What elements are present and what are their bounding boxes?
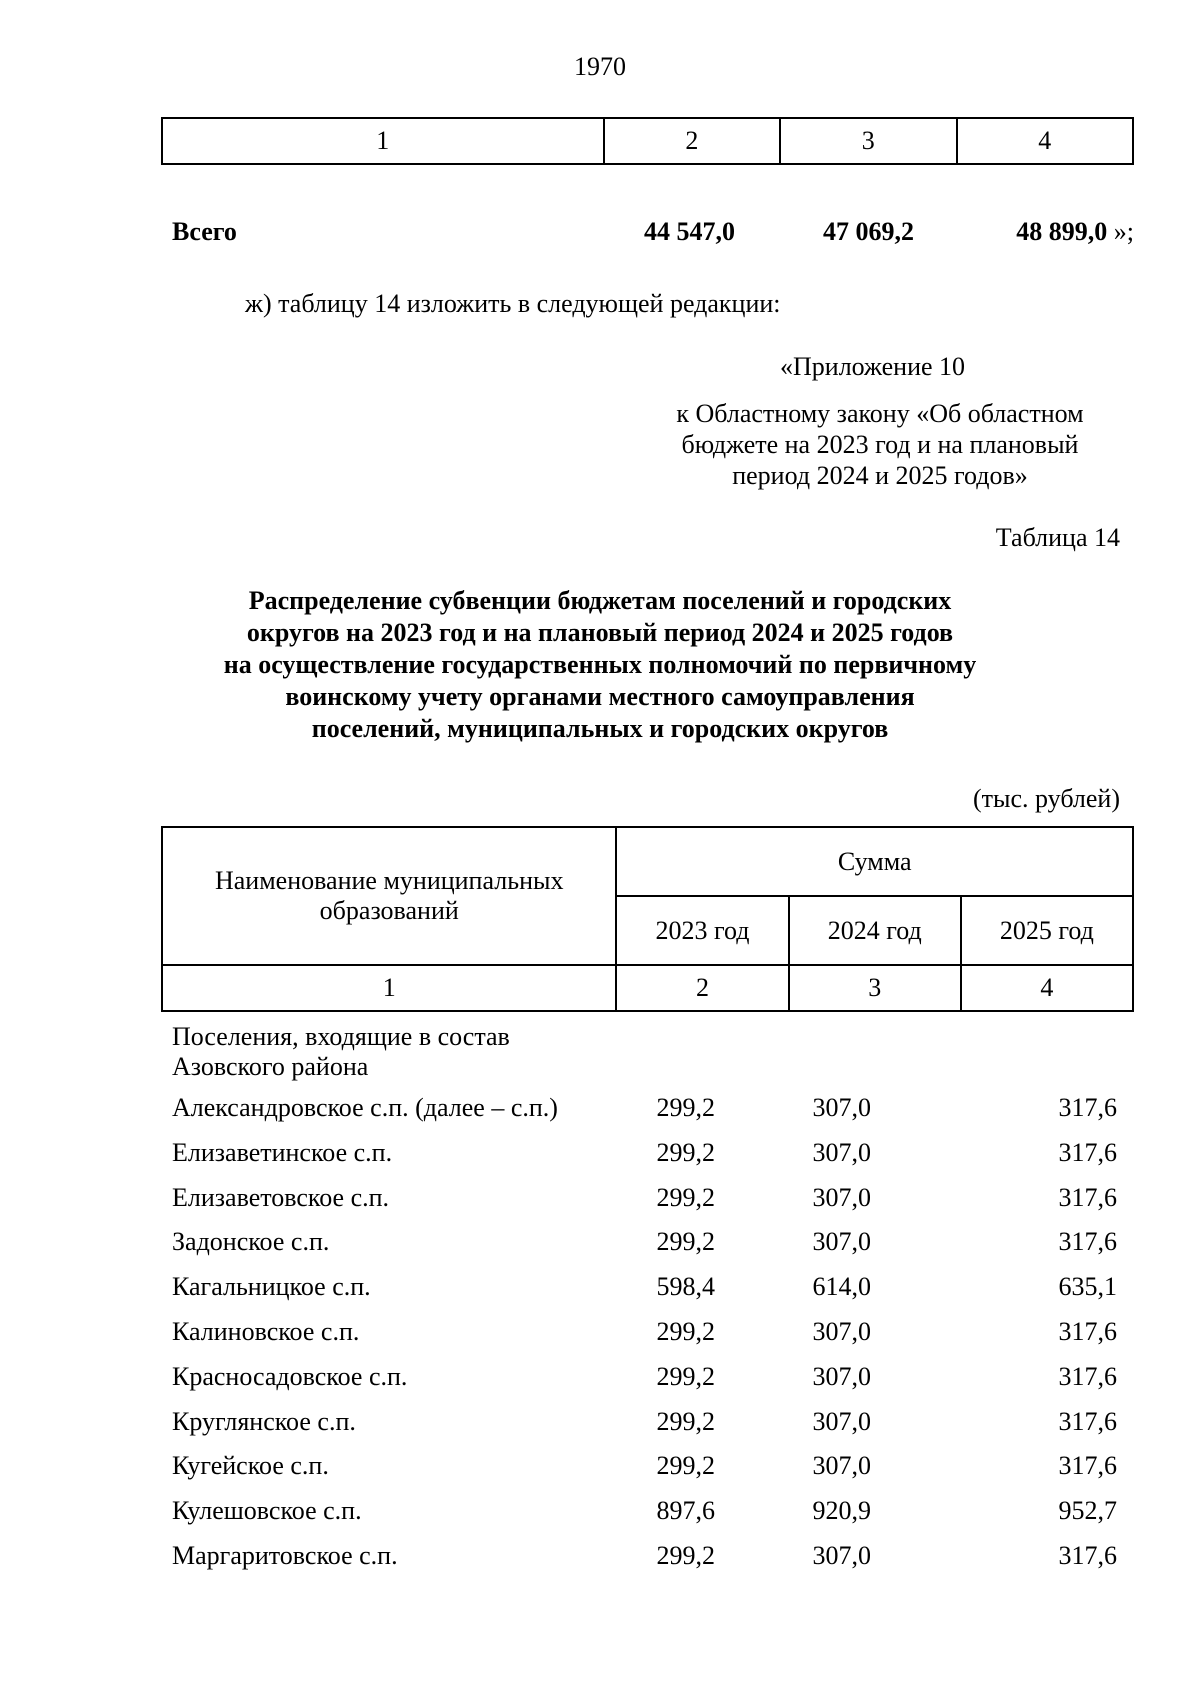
table-row [172,1183,1117,1228]
row-name: Кагальницкое с.п. [172,1272,371,1302]
row-value-2023: 299,2 [656,1406,715,1436]
column-number-1: 1 [162,118,604,164]
row-value-2023: 299,2 [656,1361,715,1391]
row-name: Круглянское с.п. [172,1406,356,1436]
appendix-reference-line: период 2024 и 2025 годов» [732,461,1028,490]
row-value-2024: 307,0 [812,1540,871,1570]
row-value-2024: 307,0 [812,1137,871,1167]
table-row [172,1138,1117,1183]
row-value-2023: 299,2 [656,1227,715,1257]
continued-table-column-numbers [161,117,1134,165]
table-title-line: Распределение субвенции бюджетам поселений и городских [248,586,952,615]
units-label: (тыс. рублей) [972,784,1120,813]
appendix-reference-line: к Областному закону «Об областном [676,399,1084,428]
row-value-2024: 307,0 [812,1227,871,1257]
row-value-2024: 307,0 [812,1361,871,1391]
row-value-2023: 299,2 [656,1182,715,1212]
header-name-line: образований [319,896,459,925]
table-title-line: округов на 2023 год и на плановый период 2024 и 2025 годов [246,618,954,647]
row-name: Задонское с.п. [172,1227,330,1257]
table-row [172,1362,1117,1407]
column-number-4: 4 [957,118,1134,164]
total-value-2024: 47 069,2 [823,217,914,246]
row-value-2023: 897,6 [656,1496,715,1526]
row-value-2025: 317,6 [1058,1451,1117,1481]
table-row [172,1317,1117,1362]
row-value-2025: 952,7 [1058,1496,1117,1526]
section-label [172,1022,510,1082]
row-value-2025: 317,6 [1058,1227,1117,1257]
row-name: Маргаритовское с.п. [172,1540,398,1570]
table-row [172,1407,1117,1452]
row-name: Калиновское с.п. [172,1316,360,1346]
table-title-line: поселений, муниципальных и городских округов [311,714,889,743]
header-year-2023: 2023 год [616,896,788,965]
appendix-reference-line: бюджете на 2023 год и на плановый [681,430,1079,459]
header-year-2024: 2024 год [789,896,961,965]
appendix-title: «Приложение 10 [780,352,966,381]
column-number-3: 3 [780,118,956,164]
row-value-2025: 317,6 [1058,1361,1117,1391]
row-name: Елизаветовское с.п. [172,1182,390,1212]
row-name: Кугейское с.п. [172,1451,329,1481]
row-value-2023: 299,2 [656,1316,715,1346]
table-row [172,1227,1117,1272]
table-title-line: воинскому учету органами местного самоуправления [285,682,915,711]
amendment-instruction: ж) таблицу 14 изложить в следующей редакции: [245,289,781,318]
header-name-line: Наименование муниципальных [214,866,564,895]
total-closing-quote: »; [1107,217,1134,246]
row-value-2025: 317,6 [1058,1137,1117,1167]
table-row [172,1451,1117,1496]
table-body [172,1093,1117,1586]
row-value-2023: 299,2 [656,1540,715,1570]
row-value-2025: 317,6 [1058,1540,1117,1570]
row-value-2025: 635,1 [1058,1272,1117,1302]
table-row [172,1496,1117,1541]
table-row [172,1093,1117,1138]
row-value-2023: 299,2 [656,1451,715,1481]
column-number-2: 2 [616,965,788,1011]
column-number-2: 2 [604,118,780,164]
row-value-2023: 299,2 [656,1137,715,1167]
page-number: 1970 [574,52,626,81]
row-value-2024: 307,0 [812,1451,871,1481]
row-value-2024: 307,0 [812,1316,871,1346]
header-year-2025: 2025 год [961,896,1133,965]
total-row [172,217,1162,249]
header-sum: Сумма [616,827,1133,896]
column-number-3: 3 [789,965,961,1011]
row-value-2023: 598,4 [656,1272,715,1302]
row-value-2023: 299,2 [656,1093,715,1122]
row-value-2024: 307,0 [812,1406,871,1436]
row-name: Красносадовское с.п. [172,1361,408,1391]
row-name: Александровское с.п. (далее – с.п.) [172,1093,558,1122]
table-title-line: на осуществление государственных полномочий по первичному [223,650,977,679]
table-title [150,585,1050,745]
column-number-1: 1 [162,965,616,1011]
row-value-2024: 307,0 [812,1182,871,1212]
row-value-2024: 920,9 [812,1496,871,1526]
table-row [172,1541,1117,1586]
row-value-2025: 317,6 [1058,1182,1117,1212]
total-label: Всего [172,217,237,246]
row-value-2025: 317,6 [1058,1316,1117,1346]
row-value-2025: 317,6 [1058,1093,1117,1122]
total-value-2025 [1016,217,1134,247]
table-row [172,1272,1117,1317]
appendix-reference [640,398,1120,491]
table-label: Таблица 14 [995,523,1120,552]
row-value-2025: 317,6 [1058,1406,1117,1436]
row-value-2024: 614,0 [812,1272,871,1302]
total-value-2023: 44 547,0 [644,217,735,246]
section-label-line: Поселения, входящие в состав [172,1022,510,1051]
column-number-4: 4 [961,965,1133,1011]
section-label-line: Азовского района [172,1052,369,1081]
row-name: Кулешовское с.п. [172,1496,362,1526]
total-value-2025-number: 48 899,0 [1016,217,1108,246]
table-header [161,826,1134,1012]
row-name: Елизаветинское с.п. [172,1137,393,1167]
row-value-2024: 307,0 [812,1093,871,1122]
header-name-column [162,827,616,965]
